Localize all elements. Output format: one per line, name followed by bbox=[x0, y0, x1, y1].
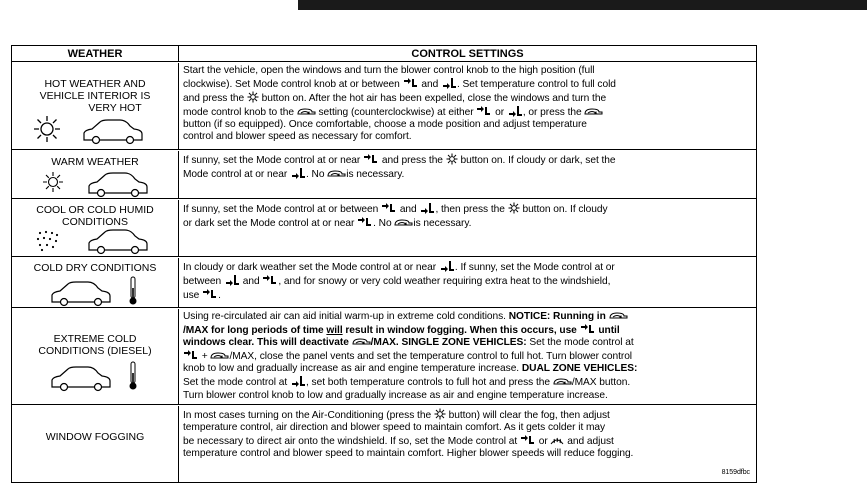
defrost-icon bbox=[550, 435, 564, 446]
weather-cell bbox=[12, 151, 179, 198]
weather-cell bbox=[12, 309, 179, 404]
floor-defrost-mode-icon bbox=[580, 323, 596, 335]
panel-floor-mode-icon bbox=[403, 77, 419, 89]
panel-floor-mode-icon bbox=[476, 105, 492, 117]
thermometer-icon bbox=[128, 276, 138, 306]
climate-control-table bbox=[11, 45, 757, 483]
weather-cell bbox=[12, 200, 179, 256]
table-row bbox=[12, 151, 756, 199]
weather-cell bbox=[12, 406, 179, 483]
table-row bbox=[12, 258, 756, 308]
car-icon bbox=[50, 365, 112, 393]
panel-mode-icon bbox=[290, 167, 306, 179]
weather-title: WARM WEATHER bbox=[51, 156, 139, 168]
ac-snowflake-icon bbox=[446, 153, 458, 165]
control-settings-cell: If sunny, set the Mode control at or between and , then press the button on. If cloudy or dark set the Mode control at or near . No is necessary. bbox=[183, 204, 608, 230]
recirculation-icon bbox=[609, 311, 628, 321]
car-icon bbox=[82, 118, 144, 146]
car-icon bbox=[87, 171, 149, 199]
control-settings-cell: Start the vehicle, open the windows and turn the blower control knob to the high position (full clockwise). Set Mode control knob at or between and . Set temperature control to full cold and press the button on. After the hot air has been expelled, close the windows and turn the mode control knob to the setting (counterclockwise) at either or , or press the button (if so equipped). Once comfortable, choose a mode position and adjust temperature control and blower speed as necessary for comfort. bbox=[183, 65, 616, 143]
recirculation-icon bbox=[394, 218, 413, 228]
car-icon bbox=[87, 228, 149, 256]
sun-icon bbox=[33, 115, 61, 143]
panel-mode-icon bbox=[441, 77, 457, 89]
control-settings-cell: Using re-circulated air can aid initial warm-up in extreme cold conditions. NOTICE: Running in /MAX for long periods of time will result in window fogging. When this occurs, use until windows clear. This will deactivate /MAX. SINGLE ZONE VEHICLES: Set the mode control at + /MAX, close the panel vents and set the temperature control to full hot. Turn blower control knob to low and gradually increase as air and engine temperature increase. DUAL ZONE VEHICLES: Set the mode control at , set both temperature controls to full hot and press the /MAX button. Turn blower control knob to low and gradually increase as air and engine temperature increase. bbox=[183, 311, 638, 401]
ac-snowflake-icon bbox=[508, 202, 520, 214]
sun-icon bbox=[42, 171, 64, 193]
recirculation-icon bbox=[327, 169, 346, 179]
panel-floor-mode-icon bbox=[363, 153, 379, 165]
panel-floor-mode-icon bbox=[381, 202, 397, 214]
weather-cell bbox=[12, 258, 179, 307]
weather-column-header: WEATHER bbox=[12, 46, 179, 62]
floor-mode-icon bbox=[439, 260, 455, 272]
floor-defrost-mode-icon bbox=[202, 288, 218, 300]
floor-mode-icon bbox=[419, 202, 435, 214]
panel-floor-mode-icon bbox=[357, 216, 373, 228]
thermometer-icon bbox=[128, 361, 138, 391]
recirculation-icon bbox=[210, 351, 229, 361]
recirculation-icon bbox=[297, 107, 316, 117]
control-settings-column-header: CONTROL SETTINGS bbox=[411, 48, 524, 60]
recirculation-icon bbox=[584, 107, 603, 117]
weather-title: COOL OR COLD HUMID CONDITIONS bbox=[36, 204, 154, 228]
car-icon bbox=[50, 280, 112, 308]
recirculation-icon bbox=[352, 337, 371, 347]
control-settings-cell: In cloudy or dark weather set the Mode control at or near . If sunny, set the Mode control at or between and , and for snowy or very cold weather requiring extra heat to the windshield, use . bbox=[183, 262, 615, 302]
weather-title: HOT WEATHER AND VEHICLE INTERIOR IS VERY HOT bbox=[39, 78, 151, 114]
floor-defrost-mode-icon bbox=[183, 349, 199, 361]
weather-title: WINDOW FOGGING bbox=[45, 431, 145, 443]
floor-defrost-mode-icon bbox=[520, 434, 536, 446]
table-row bbox=[12, 63, 756, 150]
weather-title: COLD DRY CONDITIONS bbox=[33, 262, 157, 274]
table-row bbox=[12, 200, 756, 257]
table-header bbox=[12, 46, 756, 62]
weather-title: EXTREME COLD CONDITIONS (DIESEL) bbox=[38, 333, 152, 357]
floor-defrost-mode-icon bbox=[262, 274, 278, 286]
top-rule bbox=[298, 0, 867, 10]
figure-code: 8159dfbc bbox=[721, 468, 750, 476]
control-settings-cell: In most cases turning on the Air-Conditioning (press the button) will clear the fog, then adjust temperature control, air direction and blower speed to maintain comfort. As it gets colder it may be necessary to direct air onto the windshield. If so, set the Mode control at or and adjust temperature control and blower speed to maintain comfort. Higher blower speeds will reduce fogging. 8159dfbc bbox=[179, 406, 756, 483]
floor-mode-icon bbox=[224, 274, 240, 286]
table-row bbox=[12, 309, 756, 405]
panel-mode-icon bbox=[507, 105, 523, 117]
floor-mode-icon bbox=[290, 375, 306, 387]
ac-snowflake-icon bbox=[247, 91, 259, 103]
weather-cell bbox=[12, 63, 179, 149]
table-row bbox=[12, 406, 756, 483]
rain-drops-icon bbox=[36, 230, 60, 252]
ac-snowflake-icon bbox=[434, 408, 446, 420]
control-settings-cell: If sunny, set the Mode control at or near and press the button on. If cloudy or dark, set the Mode control at or near . No is necessary. bbox=[183, 155, 616, 181]
recirculation-icon bbox=[553, 377, 572, 387]
